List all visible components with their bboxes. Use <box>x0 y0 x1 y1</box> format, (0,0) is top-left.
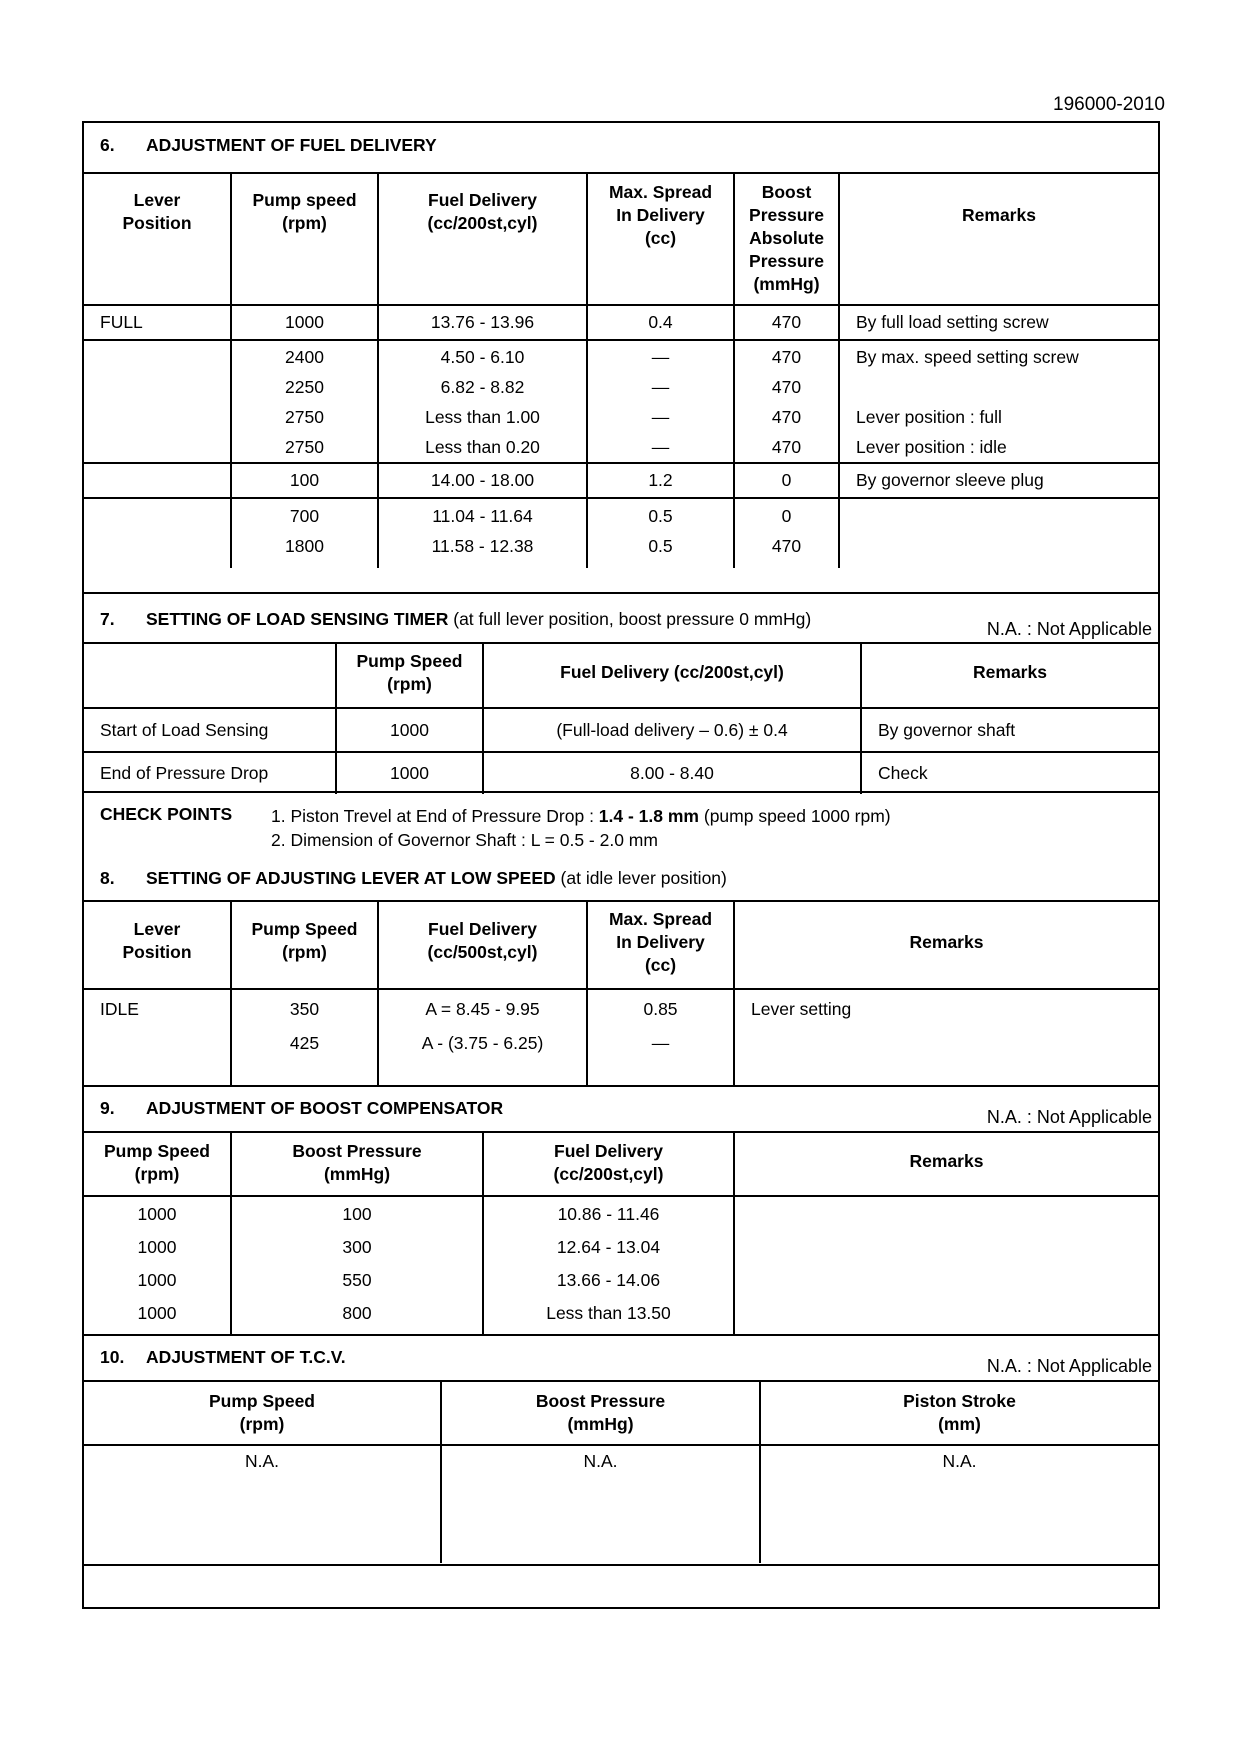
cell-line <box>100 531 230 561</box>
table-cell <box>734 989 1158 1085</box>
table-cell: End of Pressure Drop <box>84 752 336 794</box>
table-cell <box>84 989 231 1085</box>
section-9-title: ADJUSTMENT OF BOOST COMPENSATOR <box>146 1098 504 1118</box>
cell-line <box>856 531 1158 561</box>
table-row-group <box>84 305 1158 340</box>
cell-line: 0 <box>781 470 792 490</box>
cell-line: 13.76 - 13.96 <box>430 312 535 332</box>
cell-line: 1000 <box>137 1204 177 1224</box>
cell-line: N.A. <box>583 1451 618 1471</box>
table-cell <box>84 463 231 498</box>
cell-line <box>100 501 230 531</box>
column-header: Fuel Delivery (cc/200st,cyl) <box>378 174 587 305</box>
table-cell <box>839 305 1158 340</box>
column-header: Piston Stroke (mm) <box>760 1382 1158 1445</box>
check-point-2: 2. Dimension of Governor Shaft : L = 0.5 - 2.0 mm <box>271 830 658 850</box>
column-header: Max. Spread In Delivery (cc) <box>587 174 734 305</box>
table-cell <box>587 463 734 498</box>
table-cell <box>378 340 587 463</box>
cell-line: 0.85 <box>643 999 678 1019</box>
cell-line: By full load setting screw <box>856 312 1049 332</box>
cell-line: 800 <box>342 1303 372 1323</box>
cell-line: By governor sleeve plug <box>856 470 1044 490</box>
table-cell <box>231 305 378 340</box>
cell-line: 13.66 - 14.06 <box>556 1270 661 1290</box>
table-row <box>84 1445 1158 1563</box>
table-cell <box>734 498 839 568</box>
column-header: Pump speed (rpm) <box>231 174 378 305</box>
table-row <box>84 1196 1158 1335</box>
cell-line: 1000 <box>137 1270 177 1290</box>
table-cell <box>441 1445 760 1563</box>
column-header: Remarks <box>734 1133 1158 1196</box>
not-applicable-note: N.A. : Not Applicable <box>986 619 1152 639</box>
cell-line: 470 <box>771 377 802 397</box>
section-8-title: SETTING OF ADJUSTING LEVER AT LOW SPEED <box>146 868 556 888</box>
boost-compensator-table <box>84 1133 1158 1335</box>
table-cell: By governor shaft <box>861 708 1158 752</box>
table-cell <box>839 498 1158 568</box>
cell-line: 1.2 <box>648 470 673 490</box>
cell-line: 470 <box>771 407 802 427</box>
column-header: Lever Position <box>122 190 192 233</box>
cell-line: 2250 <box>285 377 324 397</box>
cell-line: Lever setting <box>751 999 852 1019</box>
low-speed-lever-table <box>84 902 1158 1085</box>
table-cell <box>760 1445 1158 1563</box>
tcv-table <box>84 1382 1158 1563</box>
section-6-number: 6. <box>100 135 115 155</box>
cell-line: 0.5 <box>648 536 673 556</box>
cell-line: 0.5 <box>648 506 673 526</box>
table-cell <box>231 463 378 498</box>
column-header: Remarks <box>839 174 1158 305</box>
cell-line: 470 <box>771 312 802 332</box>
cell-line: 4.50 - 6.10 <box>440 347 525 367</box>
cell-line <box>100 1026 230 1060</box>
table-cell: Start of Load Sensing <box>84 708 336 752</box>
table-cell <box>734 1196 1158 1335</box>
table-cell <box>587 989 734 1085</box>
section-8-number: 8. <box>100 868 115 888</box>
cell-line: — <box>651 347 670 367</box>
divider <box>84 592 1158 594</box>
cell-line: 6.82 - 8.82 <box>440 377 525 397</box>
cell-line: 11.04 - 11.64 <box>432 506 533 526</box>
section-7-condition: (at full lever position, boost pressure 0 mmHg) <box>453 609 812 629</box>
cell-line: 12.64 - 13.04 <box>556 1237 661 1257</box>
table-cell <box>378 989 587 1085</box>
table-cell <box>231 989 378 1085</box>
table-cell <box>483 1196 734 1335</box>
section-6-title: ADJUSTMENT OF FUEL DELIVERY <box>146 135 437 155</box>
cell-line: 2750 <box>285 437 324 457</box>
table-cell <box>378 498 587 568</box>
cell-line: 10.86 - 11.46 <box>557 1204 660 1224</box>
cell-line: N.A. <box>942 1451 977 1471</box>
section-8-heading <box>100 868 727 889</box>
not-applicable-note: N.A. : Not Applicable <box>986 1356 1152 1376</box>
check-point-1-condition: (pump speed 1000 rpm) <box>699 806 891 826</box>
cell-line: Less than 1.00 <box>425 407 540 427</box>
section-9-number: 9. <box>100 1098 115 1118</box>
section-7-number: 7. <box>100 609 115 629</box>
table-cell <box>84 1445 441 1563</box>
cell-line: 2750 <box>285 407 324 427</box>
column-header: Pump Speed (rpm) <box>104 1141 210 1184</box>
section-6-heading <box>100 135 437 156</box>
cell-line <box>856 372 1158 402</box>
section-10-number: 10. <box>100 1347 125 1367</box>
section-10-title: ADJUSTMENT OF T.C.V. <box>146 1347 346 1367</box>
table-cell <box>734 340 839 463</box>
cell-line <box>100 432 230 462</box>
specification-sheet <box>82 121 1160 1609</box>
cell-line: Less than 0.20 <box>425 437 540 457</box>
cell-line: By max. speed setting screw <box>856 347 1079 367</box>
cell-line: 700 <box>289 506 320 526</box>
table-row-group <box>84 463 1158 498</box>
column-header: Remarks <box>734 902 1158 989</box>
table-cell <box>84 498 231 568</box>
column-header <box>84 644 336 708</box>
cell-line: 100 <box>289 470 320 490</box>
cell-line: — <box>651 1033 670 1053</box>
cell-line <box>100 464 230 497</box>
column-header: Pump Speed (rpm) <box>336 644 483 708</box>
cell-line <box>100 402 230 432</box>
table-cell <box>231 498 378 568</box>
cell-line: Lever position : idle <box>856 437 1007 457</box>
check-point-1-text: 1. Piston Trevel at End of Pressure Drop : <box>271 806 599 826</box>
fuel-delivery-table <box>84 174 1158 568</box>
column-header: Fuel Delivery (cc/200st,cyl) <box>483 644 861 708</box>
table-cell: Check <box>861 752 1158 794</box>
cell-line: 0.4 <box>648 312 673 332</box>
cell-line: 1000 <box>137 1237 177 1257</box>
cell-line <box>856 501 1158 531</box>
table-cell: 1000 <box>336 708 483 752</box>
cell-line: 425 <box>289 1033 320 1053</box>
cell-line: 1800 <box>285 536 324 556</box>
cell-line: FULL <box>100 312 143 332</box>
table-cell <box>84 1196 231 1335</box>
table-cell <box>231 340 378 463</box>
cell-line: 350 <box>289 999 320 1019</box>
cell-line: — <box>651 437 670 457</box>
table-cell: 1000 <box>336 752 483 794</box>
cell-line: Lever position : full <box>856 407 1002 427</box>
table-cell <box>84 305 231 340</box>
column-header: Pump Speed (rpm) <box>231 902 378 989</box>
divider <box>84 1085 1158 1087</box>
cell-line: 550 <box>342 1270 372 1290</box>
table-cell: 8.00 - 8.40 <box>483 752 861 794</box>
table-cell <box>587 340 734 463</box>
column-header: Pump Speed (rpm) <box>209 1391 315 1434</box>
column-header: Max. Spread In Delivery (cc) <box>587 902 734 989</box>
cell-line: Less than 13.50 <box>546 1303 671 1323</box>
section-7-title: SETTING OF LOAD SENSING TIMER <box>146 609 449 629</box>
load-sensing-timer-table <box>84 644 1158 794</box>
cell-line: 300 <box>342 1237 372 1257</box>
table-cell <box>378 463 587 498</box>
divider <box>84 1334 1158 1336</box>
check-points-label: CHECK POINTS <box>100 804 233 824</box>
cell-line: 470 <box>771 536 802 556</box>
column-header: Lever Position <box>122 919 192 962</box>
cell-line <box>100 372 230 402</box>
cell-line: 1000 <box>285 312 324 332</box>
table-cell <box>587 305 734 340</box>
cell-line: 100 <box>342 1204 372 1224</box>
cell-line <box>100 342 230 372</box>
table-cell <box>378 305 587 340</box>
cell-line: 470 <box>771 347 802 367</box>
cell-line: 11.58 - 12.38 <box>431 536 534 556</box>
cell-line: A = 8.45 - 9.95 <box>425 999 540 1019</box>
section-7-heading <box>100 609 811 630</box>
cell-line: 1000 <box>137 1303 177 1323</box>
cell-line: A - (3.75 - 6.25) <box>421 1033 544 1053</box>
section-9-heading <box>100 1098 503 1119</box>
table-cell <box>734 463 839 498</box>
column-header: Boost Pressure (mmHg) <box>441 1382 760 1445</box>
cell-line: — <box>651 377 670 397</box>
table-cell <box>839 340 1158 463</box>
cell-line: 14.00 - 18.00 <box>430 470 535 490</box>
cell-line: N.A. <box>244 1451 280 1471</box>
table-cell: (Full-load delivery – 0.6) ± 0.4 <box>483 708 861 752</box>
table-cell <box>839 463 1158 498</box>
column-header: Boost Pressure Absolute Pressure (mmHg) <box>734 174 839 305</box>
check-point-1-value: 1.4 - 1.8 mm <box>598 806 699 826</box>
cell-line: IDLE <box>100 999 139 1019</box>
table-row <box>84 708 1158 752</box>
table-row-group <box>84 340 1158 463</box>
section-10-heading <box>100 1347 346 1368</box>
table-row <box>84 989 1158 1085</box>
cell-line: 0 <box>781 506 792 526</box>
column-header: Fuel Delivery (cc/500st,cyl) <box>378 902 587 989</box>
column-header: Boost Pressure (mmHg) <box>231 1133 483 1196</box>
divider <box>84 1564 1158 1566</box>
cell-line: 2400 <box>285 347 324 367</box>
divider <box>84 791 1158 793</box>
cell-line: 470 <box>771 437 802 457</box>
cell-line <box>751 1026 1158 1060</box>
table-row-group <box>84 498 1158 568</box>
document-number: 196000-2010 <box>1053 94 1165 115</box>
check-point-1 <box>271 806 891 827</box>
table-cell <box>231 1196 483 1335</box>
cell-line: — <box>651 407 670 427</box>
section-8-condition: (at idle lever position) <box>560 868 727 888</box>
table-row <box>84 752 1158 794</box>
column-header: Fuel Delivery (cc/200st,cyl) <box>483 1133 734 1196</box>
not-applicable-note: N.A. : Not Applicable <box>986 1107 1152 1127</box>
column-header: Remarks <box>861 644 1158 708</box>
table-cell <box>587 498 734 568</box>
table-cell <box>84 340 231 463</box>
table-cell <box>734 305 839 340</box>
